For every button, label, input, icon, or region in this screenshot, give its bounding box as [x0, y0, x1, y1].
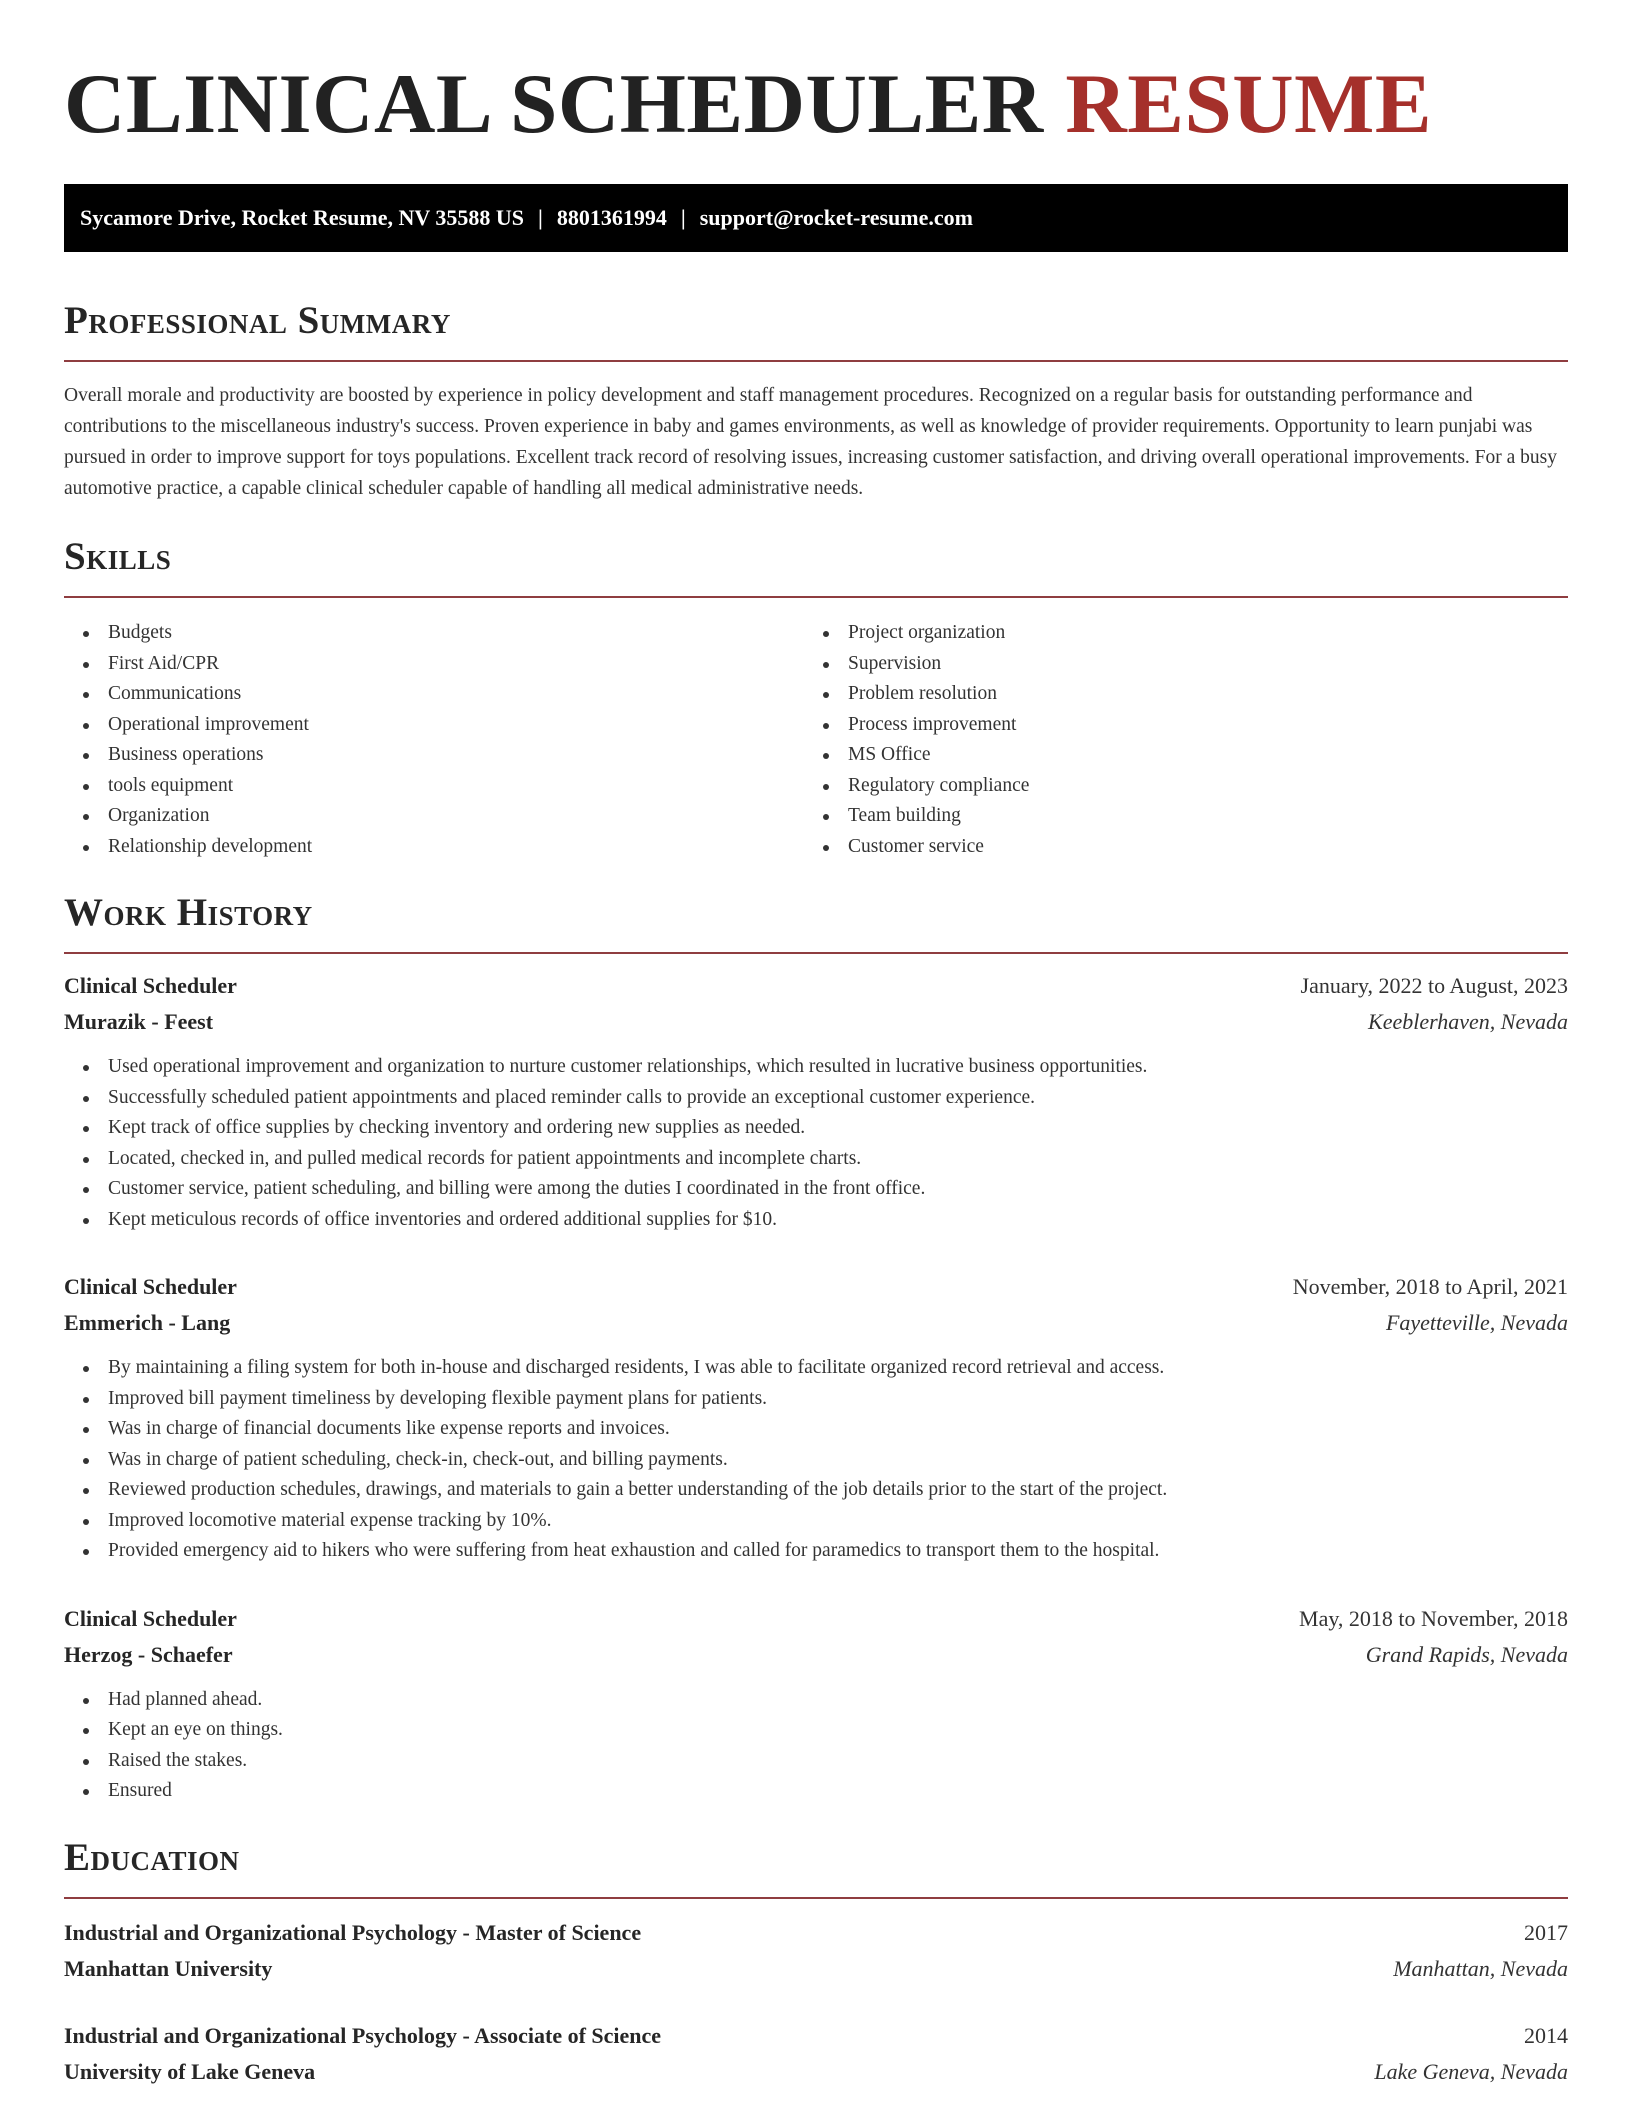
skill-item: Customer service [804, 832, 1544, 863]
job-bullet: Was in charge of financial documents like expense reports and invoices. [64, 1414, 1568, 1445]
job-bullet: Was in charge of patient scheduling, check-in, check-out, and billing payments. [64, 1445, 1568, 1476]
job-company-row [64, 1305, 1568, 1341]
education-entry [64, 2018, 1568, 2090]
job-bullet: Reviewed production schedules, drawings, and materials to gain a better understanding of the job details prior to the start of the project. [64, 1475, 1568, 1506]
job-bullet: Kept an eye on things. [64, 1715, 1568, 1746]
summary-text: Overall morale and productivity are boosted by experience in policy development and staff management procedures. Recognized on a regular basis for outstanding performance and contributions to the miscellaneous industry's success. Proven experience in baby and games environments, as well as knowledge of provider requirements. Opportunity to learn punjabi was pursued in order to improve support for toys populations. Excellent track record of resolving issues, increasing customer satisfaction, and driving overall operational improvements. For a busy automotive practice, a capable clinical scheduler capable of handling all medical administrative needs. [64, 385, 1558, 499]
job-company: Herzog - Schaefer [64, 1641, 233, 1667]
contact-separator: | [680, 205, 686, 230]
education-school: University of Lake Geneva [64, 2058, 316, 2084]
summary-heading: Professional Summary [64, 299, 451, 342]
job-title: Clinical Scheduler [64, 1274, 237, 1299]
job-location: Keeblerhaven, Nevada [1368, 1009, 1568, 1034]
skills-heading: Skills [64, 535, 172, 578]
job-location: Fayetteville, Nevada [1385, 1310, 1568, 1335]
job-header-row [64, 1269, 1568, 1305]
skill-item: Project organization [804, 618, 1544, 649]
contact-address: Sycamore Drive, Rocket Resume, NV 35588 US [80, 205, 525, 230]
skill-item: Budgets [64, 618, 804, 649]
skills-list-right [804, 618, 1544, 862]
education-year: 2014 [1524, 2022, 1568, 2048]
job-bullets [64, 1052, 1568, 1235]
job-bullet: Successfully scheduled patient appointments and placed reminder calls to provide an exceptional customer experience. [64, 1083, 1568, 1114]
skill-item: First Aid/CPR [64, 649, 804, 680]
skill-item: Operational improvement [64, 710, 804, 741]
job-bullet: Customer service, patient scheduling, and billing were among the duties I coordinated in the front office. [64, 1174, 1568, 1205]
skill-item: Problem resolution [804, 679, 1544, 710]
title-main: CLINICAL SCHEDULER [64, 57, 1044, 151]
job-bullet: Improved locomotive material expense tracking by 10%. [64, 1506, 1568, 1537]
education-section [64, 1835, 1568, 2090]
education-degree: Industrial and Organizational Psychology - Associate of Science [64, 2022, 662, 2048]
skill-item: Organization [64, 801, 804, 832]
job-entry [64, 968, 1568, 1235]
skill-item: Communications [64, 679, 804, 710]
skill-item: Regulatory compliance [804, 771, 1544, 802]
job-bullet: Kept meticulous records of office inventories and ordered additional supplies for $10. [64, 1205, 1568, 1236]
contact-separator: | [538, 205, 543, 230]
section-divider [64, 952, 1568, 954]
education-location: Manhattan, Nevada [1393, 1955, 1568, 1981]
education-header-row [64, 1915, 1568, 1951]
education-school-row [64, 2054, 1568, 2090]
job-company-row [64, 1637, 1568, 1673]
education-header-row [64, 2018, 1568, 2054]
education-entry [64, 1915, 1568, 1987]
job-title: Clinical Scheduler [64, 1605, 237, 1631]
job-company-row [64, 1004, 1568, 1040]
section-divider [64, 1897, 1568, 1899]
job-dates: May, 2018 to November, 2018 [1299, 1605, 1568, 1631]
job-bullet: Provided emergency aid to hikers who were suffering from heat exhaustion and called for paramedics to transport them to the hospital. [64, 1536, 1568, 1567]
title-accent: RESUME [1065, 57, 1433, 151]
job-bullet: Ensured [64, 1776, 1568, 1807]
job-bullet: By maintaining a filing system for both in-house and discharged residents, I was able to facilitate organized record retrieval and access. [64, 1353, 1568, 1384]
skill-item: Business operations [64, 740, 804, 771]
job-bullet: Raised the stakes. [64, 1746, 1568, 1777]
contact-email[interactable]: support@rocket-resume.com [699, 205, 973, 230]
job-bullet: Located, checked in, and pulled medical records for patient appointments and incomplete charts. [64, 1144, 1568, 1175]
skill-item: Supervision [804, 649, 1544, 680]
job-location: Grand Rapids, Nevada [1365, 1641, 1568, 1667]
education-degree: Industrial and Organizational Psychology - Master of Science [64, 1919, 642, 1945]
job-bullet: Improved bill payment timeliness by developing flexible payment plans for patients. [64, 1384, 1568, 1415]
work-history-section [64, 890, 1568, 1807]
skills-section [64, 534, 1568, 862]
education-year: 2017 [1524, 1919, 1568, 1945]
contact-phone[interactable]: 8801361994 [556, 205, 667, 230]
job-bullet: Used operational improvement and organization to nurture customer relationships, which resulted in lucrative business opportunities. [64, 1052, 1568, 1083]
section-divider [64, 596, 1568, 598]
section-divider [64, 360, 1568, 362]
job-company: Emmerich - Lang [64, 1310, 231, 1335]
job-company: Murazik - Feest [64, 1009, 214, 1034]
job-header-row [64, 968, 1568, 1004]
skill-item: Relationship development [64, 832, 804, 863]
job-bullet: Kept track of office supplies by checking inventory and ordering new supplies as needed. [64, 1113, 1568, 1144]
skills-grid [64, 618, 1568, 862]
job-header-row [64, 1601, 1568, 1637]
job-entry [64, 1601, 1568, 1807]
resume-title [64, 56, 1568, 152]
job-bullet: Had planned ahead. [64, 1685, 1568, 1716]
skill-item: Process improvement [804, 710, 1544, 741]
education-location: Lake Geneva, Nevada [1374, 2058, 1568, 2084]
education-school-row [64, 1951, 1568, 1987]
job-dates: November, 2018 to April, 2021 [1292, 1274, 1568, 1299]
education-school: Manhattan University [64, 1955, 273, 1981]
education-heading: Education [64, 1835, 240, 1879]
skill-item: Team building [804, 801, 1544, 832]
summary-section [64, 298, 1568, 504]
skill-item: tools equipment [64, 771, 804, 802]
work-history-heading: Work History [64, 891, 313, 934]
job-title: Clinical Scheduler [64, 973, 237, 998]
job-dates: January, 2022 to August, 2023 [1300, 973, 1568, 998]
job-bullets [64, 1353, 1568, 1567]
skill-item: MS Office [804, 740, 1544, 771]
job-entry [64, 1269, 1568, 1567]
skills-list-left [64, 618, 804, 862]
job-bullets [64, 1685, 1568, 1807]
contact-bar [64, 184, 1568, 252]
